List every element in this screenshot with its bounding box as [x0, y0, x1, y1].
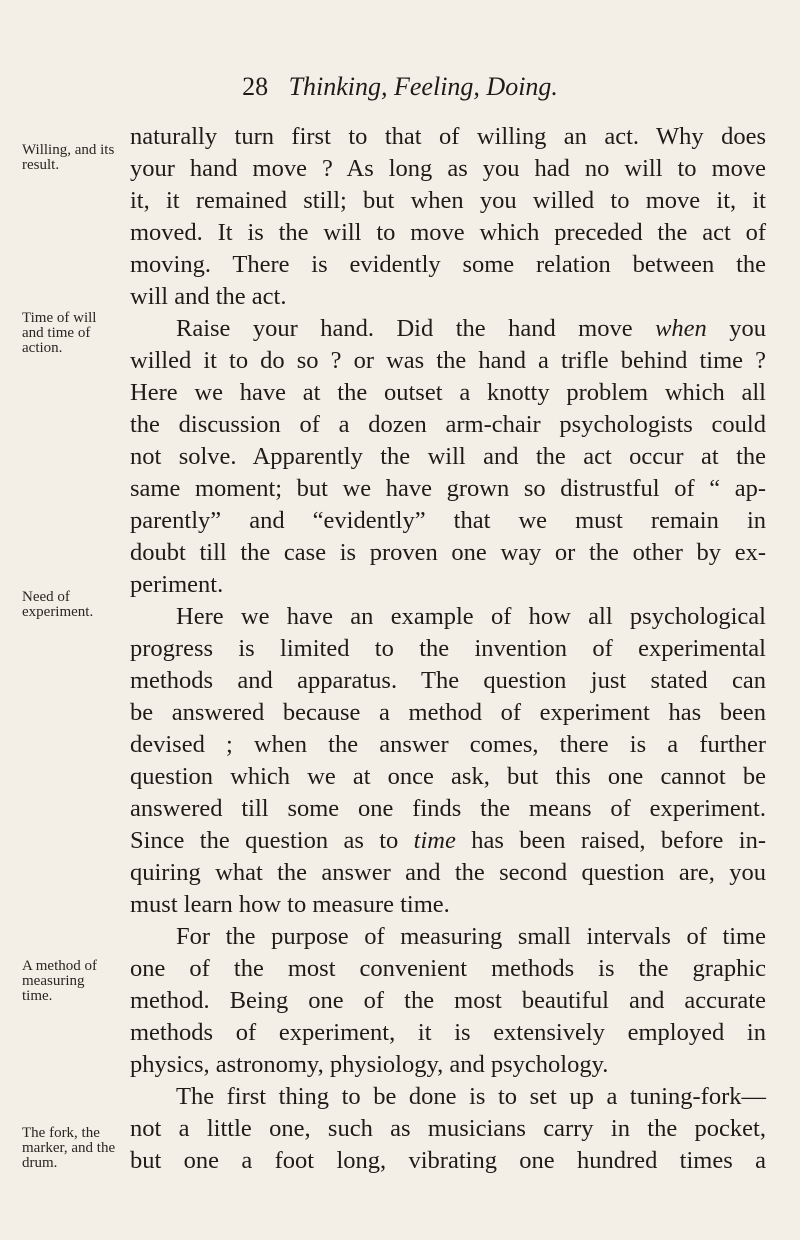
body-line: question which we at once ask, but this one cannot be	[130, 763, 766, 790]
body-line: Since the question as to time has been raised, before in-	[130, 827, 766, 854]
body-line: doubt till the case is proven one way or the other by ex-	[130, 539, 766, 566]
body-line: Raise your hand. Did the hand move when you	[176, 315, 767, 342]
margin-note-need-of-experiment: Need of experiment.	[22, 589, 94, 620]
body-line: periment.	[130, 571, 224, 598]
body-line: method. Being one of the most beautiful and accurate	[130, 987, 766, 1014]
body-line: not a little one, such as musicians carry in the pocket,	[130, 1115, 766, 1142]
body-line: it, it remained still; but when you willed to move it, it	[130, 187, 766, 214]
body-line: devised ; when the answer comes, there is a further	[130, 731, 766, 758]
body-line: methods of experiment, it is extensively employed in	[130, 1019, 766, 1046]
running-title: Thinking, Feeling, Doing.	[288, 72, 558, 101]
body-line: naturally turn first to that of willing an act. Why does	[130, 123, 766, 150]
body-line: Here we have at the outset a knotty problem which all	[130, 379, 766, 406]
italic-word: when	[655, 315, 707, 342]
body-line: your hand move ? As long as you had no will to move	[130, 155, 766, 182]
body-line: methods and apparatus. The question just stated can	[130, 667, 766, 694]
body-line: will and the act.	[130, 283, 287, 310]
body-line: answered till some one finds the means of experiment.	[130, 795, 766, 822]
running-header	[0, 70, 800, 104]
body-line: moved. It is the will to move which preceded the act of	[130, 219, 766, 246]
body-line: be answered because a method of experiment has been	[130, 699, 766, 726]
italic-word: time	[413, 827, 456, 854]
page-number: 28	[242, 72, 269, 101]
body-line: same moment; but we have grown so distrustful of “ ap-	[130, 475, 766, 502]
body-line: one of the most convenient methods is the graphic	[130, 955, 766, 982]
body-line: willed it to do so ? or was the hand a trifle behind time ?	[130, 347, 766, 374]
body-line: quiring what the answer and the second question are, you	[130, 859, 766, 886]
body-line: For the purpose of measuring small intervals of time	[176, 923, 766, 950]
margin-note-willing: Willing, and its result.	[22, 142, 115, 173]
body-line: Here we have an example of how all psychological	[176, 603, 766, 630]
margin-note-measuring-time: A method of measuring time.	[22, 958, 97, 1004]
body-line: but one a foot long, vibrating one hundred times a	[130, 1147, 766, 1174]
margin-note-time-of-will: Time of will and time of action.	[22, 310, 97, 356]
body-line: must learn how to measure time.	[130, 891, 450, 918]
body-line: parently” and “evidently” that we must remain in	[130, 507, 766, 534]
body-line: the discussion of a dozen arm-chair psychologists could	[130, 411, 766, 438]
body-line: progress is limited to the invention of experimental	[130, 635, 766, 662]
body-line: moving. There is evidently some relation between the	[130, 251, 766, 278]
body-line: The first thing to be done is to set up a tuning-fork—	[176, 1083, 766, 1110]
body-line: not solve. Apparently the will and the act occur at the	[130, 443, 766, 470]
margin-note-fork-marker-drum: The fork, the marker, and the drum.	[22, 1125, 116, 1171]
body-line: physics, astronomy, physiology, and psychology.	[130, 1051, 609, 1078]
